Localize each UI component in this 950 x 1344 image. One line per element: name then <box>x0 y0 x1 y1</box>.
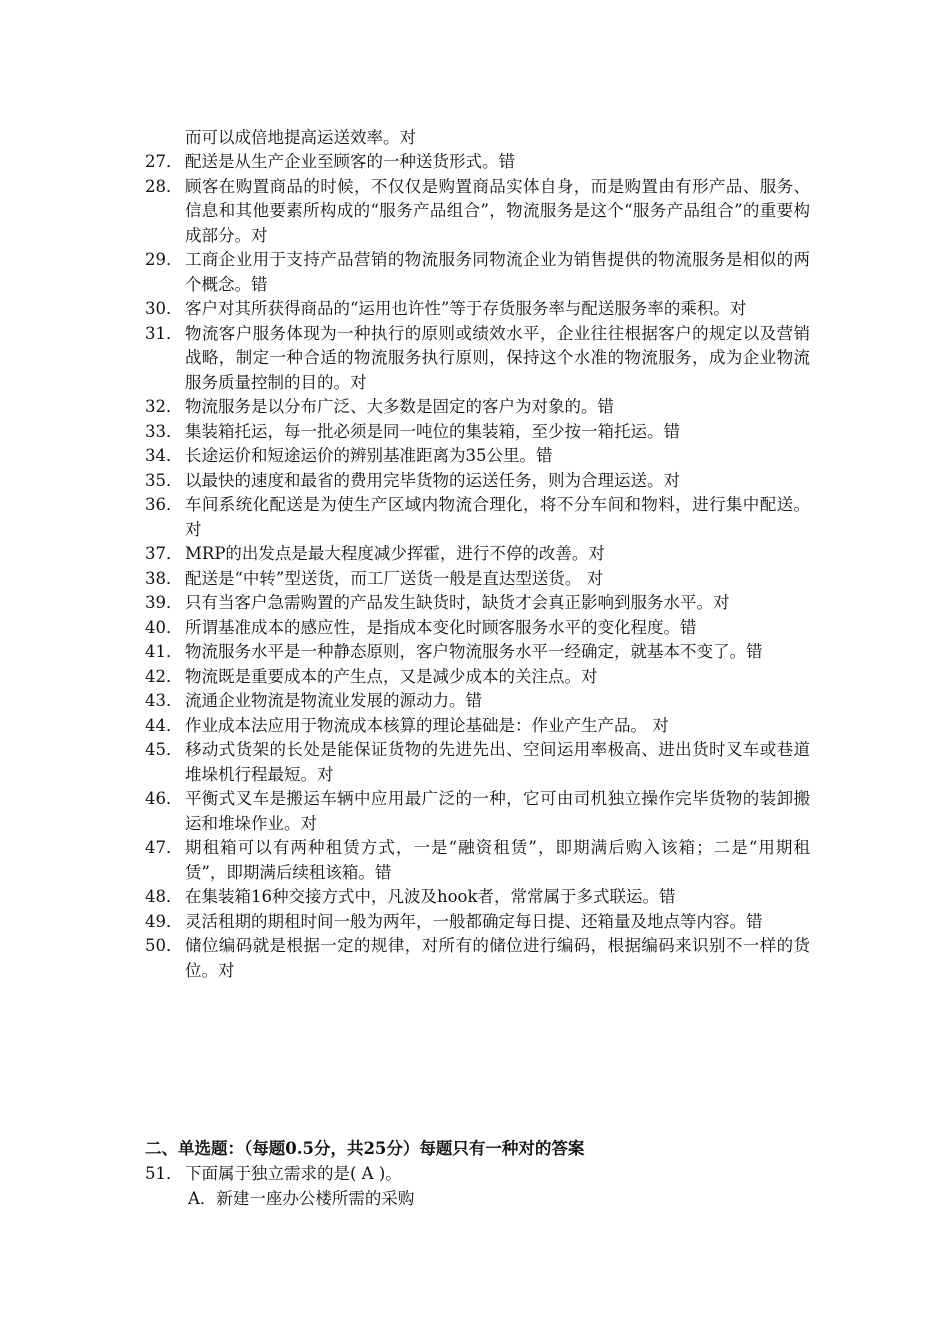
list-item <box>145 567 810 592</box>
item-number: 47． <box>145 838 183 857</box>
item-text: 物流服务水平是一种静态原则，客户物流服务水平一经确定，就基本不变了。错 <box>185 642 763 661</box>
list-item <box>145 640 810 665</box>
list-item <box>145 322 810 396</box>
list-item <box>145 297 810 322</box>
item-number: 34． <box>145 446 183 465</box>
question-51 <box>145 1161 810 1186</box>
item-number: 29． <box>145 250 183 269</box>
item-text: 流通企业物流是物流业发展的源动力。错 <box>185 691 482 710</box>
item-text: 以最快的速度和最省的费用完毕货物的运送任务，则为合理运送。对 <box>185 470 680 490</box>
list-item <box>145 616 810 641</box>
item-text: 车间系统化配送是为使生产区域内物流合理化，将不分车间和物料，进行集中配送。 对 <box>185 495 810 539</box>
list-item <box>145 836 810 885</box>
item-number: 48． <box>145 887 183 906</box>
single-choice-section <box>145 1136 810 1211</box>
item-text: 储位编码就是根据一定的规律，对所有的储位进行编码，根据编码来识别不一样的货位。对 <box>185 936 810 980</box>
list-item <box>145 714 810 739</box>
item-number: 30． <box>145 299 183 318</box>
item-number: 31． <box>145 323 183 343</box>
item-number: 27． <box>145 152 183 171</box>
item-text: 配送是“中转”型送货，而工厂送货一般是直达型送货。 对 <box>185 568 604 588</box>
section-heading: 二、单选题：（每题0.5分，共25分）每题只有一种对的答案 <box>145 1139 585 1158</box>
item-text: 作业成本法应用于物流成本核算的理论基础是：作业产生产品。 对 <box>185 715 669 735</box>
item-number: 37． <box>145 544 183 563</box>
item-number: 45． <box>145 740 183 759</box>
question-number: 51． <box>145 1164 183 1183</box>
item-text: 灵活租期的期租时间一般为两年，一般都确定每日提、还箱量及地点等内容。错 <box>185 911 763 931</box>
list-item <box>145 469 810 494</box>
item-text: 客户对其所获得商品的“运用也许性”等于存货服务率与配送服务率的乘积。对 <box>185 299 747 318</box>
item-number: 40． <box>145 617 183 637</box>
list-item <box>145 493 810 542</box>
item-text: 顾客在购置商品的时候，不仅仅是购置商品实体自身，而是购置由有形产品、服务、信息和其他要素所构成的“服务产品组合”，物流服务是这个“服务产品组合”的重要构成部分。对 <box>185 176 810 245</box>
item-text: 所谓基准成本的感应性，是指成本变化时顾客服务水平的变化程度。错 <box>185 617 697 637</box>
list-item <box>145 420 810 445</box>
item-number: 36． <box>145 495 183 514</box>
item-text: 期租箱可以有两种租赁方式，一是“融资租赁”，即期满后购入该箱；二是“用期租赁”，即期满后续租该箱。错 <box>185 838 810 882</box>
list-item <box>145 934 810 983</box>
list-item <box>145 175 810 249</box>
item-number: 38． <box>145 568 183 588</box>
list-item <box>145 444 810 469</box>
list-item <box>145 738 810 787</box>
list-item <box>145 591 810 616</box>
list-item <box>145 665 810 690</box>
answer-option-a: A．新建一座办公楼所需的采购 <box>188 1189 415 1208</box>
item-number: 50． <box>145 936 183 955</box>
item-text: MRP的出发点是最大程度减少挥霍，进行不停的改善。对 <box>185 544 605 563</box>
list-item <box>145 395 810 420</box>
item-text: 工商企业用于支持产品营销的物流服务同物流企业为销售提供的物流服务是相似的两个概念。错 <box>185 250 810 294</box>
item-number: 35． <box>145 470 183 490</box>
item-text: 集装箱托运，每一批必须是同一吨位的集装箱，至少按一箱托运。错 <box>185 421 680 441</box>
item-text: 移动式货架的长处是能保证货物的先进先出、空间运用率极高、进出货时叉车或巷道堆垛机行程最短。对 <box>185 740 810 784</box>
item-number: 39． <box>145 593 183 612</box>
item-text: 长途运价和短途运价的辨别基准距离为35公里。错 <box>185 446 553 465</box>
item-text: 物流客户服务体现为一种执行的原则或绩效水平，企业往往根据客户的规定以及营销战略，制定一种合适的物流服务执行原则，保持这个水准的物流服务，成为企业物流服务质量控制的目的。对 <box>185 323 810 392</box>
list-item <box>145 542 810 567</box>
list-item <box>145 689 810 714</box>
continuation-text: 而可以成倍地提高运送效率。对 <box>185 128 416 147</box>
list-item <box>145 248 810 297</box>
list-item <box>145 787 810 836</box>
item-number: 33． <box>145 421 183 441</box>
list-item <box>145 910 810 935</box>
question-text: 下面属于独立需求的是( A )。 <box>185 1164 402 1183</box>
list-item <box>145 150 810 175</box>
list-item <box>145 885 810 910</box>
item-number: 42． <box>145 666 183 686</box>
item-number: 46． <box>145 789 183 808</box>
item-number: 43． <box>145 691 183 710</box>
item-number: 41． <box>145 642 183 661</box>
item-number: 28． <box>145 176 183 196</box>
item-text: 平衡式叉车是搬运车辆中应用最广泛的一种，它可由司机独立操作完毕货物的装卸搬运和堆垛作业。对 <box>185 789 810 833</box>
true-false-list <box>145 150 810 983</box>
item-number: 44． <box>145 715 183 735</box>
item-text: 物流服务是以分布广泛、大多数是固定的客户为对象的。错 <box>185 397 614 416</box>
item-number: 49． <box>145 911 183 931</box>
item-text: 物流既是重要成本的产生点，又是减少成本的关注点。对 <box>185 666 598 686</box>
item-text: 配送是从生产企业至顾客的一种送货形式。错 <box>185 152 515 171</box>
item-text: 在集装箱16种交接方式中，凡波及hook者，常常属于多式联运。错 <box>185 887 676 906</box>
item-text: 只有当客户急需购置的产品发生缺货时，缺货才会真正影响到服务水平。对 <box>185 593 730 612</box>
item-number: 32． <box>145 397 183 416</box>
